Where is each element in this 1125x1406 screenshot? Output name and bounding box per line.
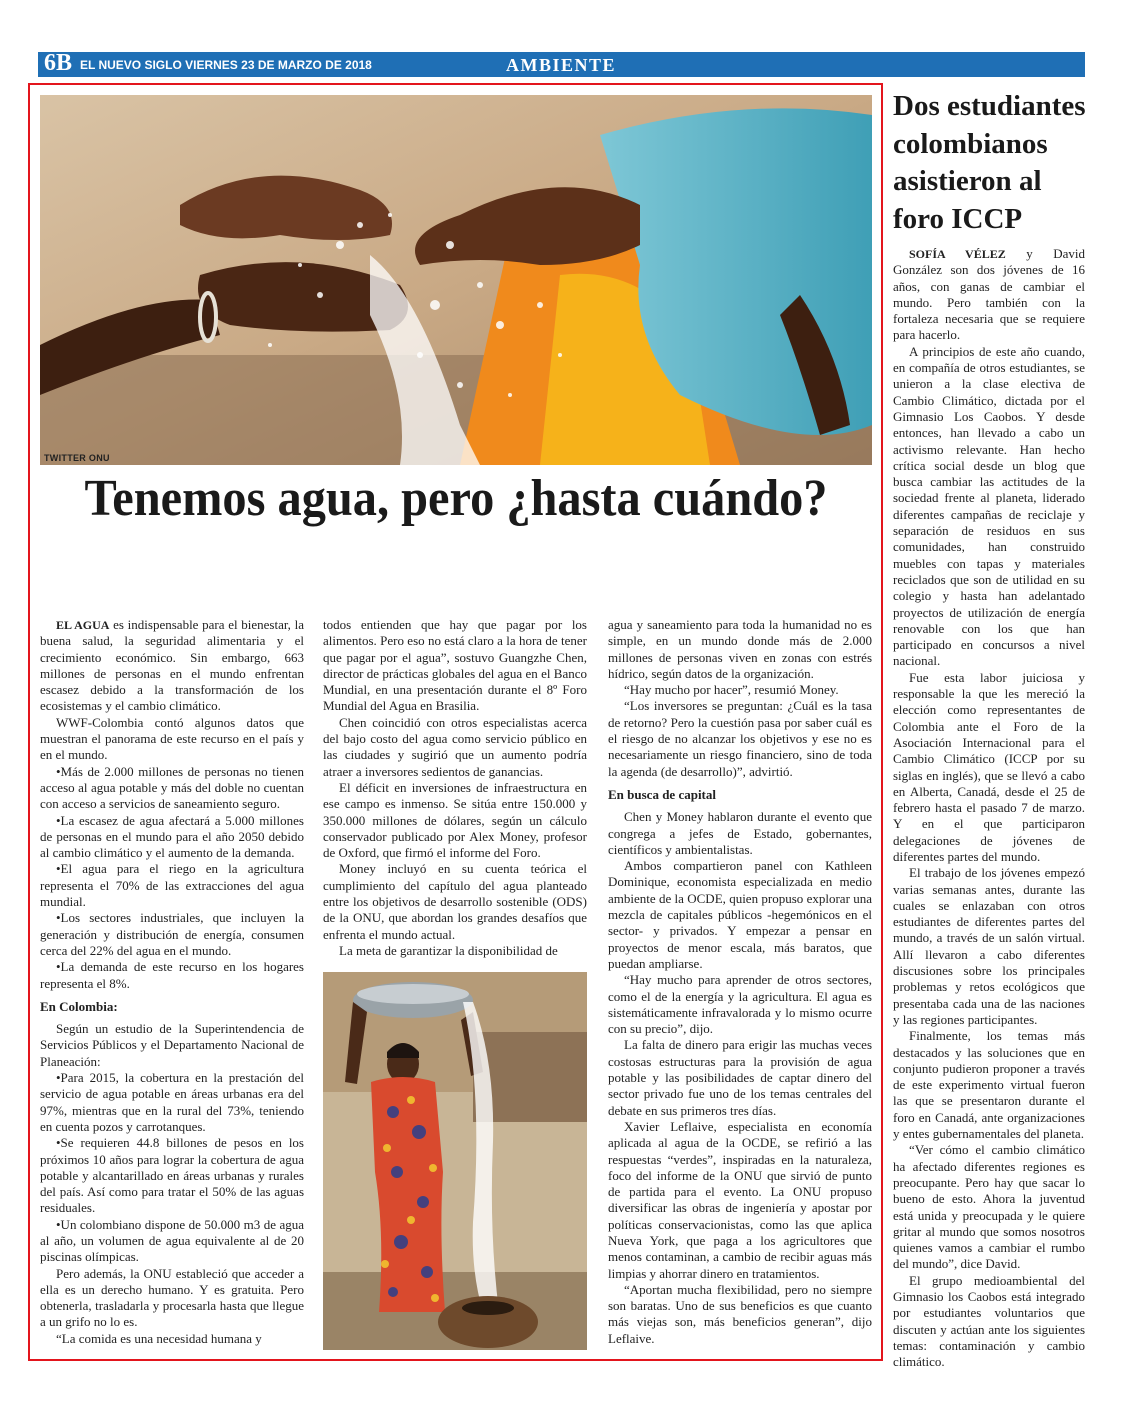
sidebar-paragraph: A principios de este año cuando, en compañía de otros estudiantes, se unieron a la clase electiva de Cambio Climático, dictada por el Gimnasio Los Caobos. Y desde entonces, han llevado a cabo un activismo relevante. Han hecho crítica social desde un blog que busca cambiar las actitudes de la sociedad frente al planeta, liderado diferentes campañas de reciclaje y separación de residuos en sus comunidades, han construido muebles con tapas y materiales reciclados que son de utilidad en su colegio y hasta han adelantado proyectos de utilización de energía renovable con los que han participado en concursos a nivel nacional.: [893, 343, 1085, 669]
article-headline: Tenemos agua, pero ¿hasta cuándo?: [84, 470, 828, 527]
article-paragraph: “Los inversores se preguntan: ¿Cuál es la tasa de retorno? Pero la cuestión pasa por saber cuál es el riesgo de no alcanzar los objetivos y ese no es necesariamente un riesgo financiero, sino de toda la agenda (de desarrollo)”, advirtió.: [608, 698, 872, 779]
article-column-1: [40, 617, 304, 1347]
article-paragraph: Pero además, la ONU estableció que acceder a ella es un derecho humano. Y es gratuita. Pero obtenerla, trasladarla y procesarla hasta que llegue a un grifo no lo es.: [40, 1265, 304, 1330]
article-bullet: •Los sectores industriales, que incluyen la generación y distribución de energía, consumen cerca del 22% del agua en el mundo.: [40, 910, 304, 958]
article-paragraph: Money incluyó en su cuenta teórica el cumplimiento del capítulo del agua planteado entre los objetivos de desarrollo sostenible (ODS) de la ONU, que abordan los grandes desafíos que enfrenta el mundo actual.: [323, 861, 587, 942]
sidebar-paragraph: El grupo medioambiental del Gimnasio los Caobos está integrado por estudiantes voluntarios que discuten y actúan ante los siguientes temas: contaminación y cambio climático.: [893, 1272, 1085, 1370]
sidebar-lead-name: SOFÍA VÉLEZ: [909, 247, 1006, 261]
article-bullet: •Un colombiano dispone de 50.000 m3 de agua al año, un volumen de agua equivalente al de 20 piscinas olímpicas.: [40, 1216, 304, 1265]
article-paragraph: Xavier Leflaive, especialista en economía aplicada al agua de la OCDE, se refirió a las respuestas “verdes”, inspiradas en la naturaleza, foco del informe de la ONU que sirvió de punto de partida para el evento. La ONU propuso diversificar las obras de ingeniería y apostar por políticas conservacionistas, como las que aplica Nueva York, que paga a los agricultores que menos contaminan, a cambio de recibir aguas más limpias y ahorrar dinero en tratamientos.: [608, 1118, 872, 1281]
article-paragraph: todos entienden que hay que pagar por los alimentos. Pero eso no está claro a la hora de tener que pagar por el agua”, sostuvo Guangzhe Chen, director de prácticas globales del agua en el Banco Mundial, en una presentación durante el 8º Foro Mundial del Agua en Brasilia.: [323, 617, 587, 714]
article-column-3: [608, 617, 872, 1347]
article-bullet: •Más de 2.000 millones de personas no tienen acceso al agua potable y más del doble no cuentan con acceso a servicios de saneamiento seguro.: [40, 763, 304, 812]
sidebar-paragraph: “Ver cómo el cambio climático ha afectado diferentes regiones es preocupante. Pero hay que sacar lo bueno de esto. Ahora la juventud está unida y preocupada y le quiere gritar al mundo que somos nosotros quienes vamos a cambiar el rumbo del mundo”, dice David.: [893, 1142, 1085, 1272]
article-paragraph: WWF-Colombia contó algunos datos que muestran el panorama de este recurso en el país y en el mundo.: [40, 714, 304, 763]
article-subhead: En Colombia:: [40, 998, 118, 1014]
article-paragraph: Ambos compartieron panel con Kathleen Dominique, economista especializada en medio ambiente de la OCDE, quien propuso explorar una mezcla de capitales públicos -hegemónicos en el sector- y privados. Y empezar a pensar en proyectos de menor escala, más baratos, que puedan ampliarse.: [608, 858, 872, 971]
article-subhead: En busca de capital: [608, 786, 716, 802]
hero-photo: [40, 95, 872, 465]
article-paragraph: La meta de garantizar la disponibilidad de: [339, 942, 558, 958]
sidebar-paragraph: Finalmente, los temas más destacados y las soluciones que en conjunto pudieron proponer a través de este experimento virtual fueron las que se presentaron durante el foro en Canadá, ante organizaciones y entes gubernamentales del planeta.: [893, 1028, 1085, 1142]
sidebar-paragraph: Fue esta labor juiciosa y responsable la que les mereció la elección como representantes de Colombia ante el Foro de la Asociación Internacional para el Cambio Climático (ICCP por su siglas en inglés), que se llevó a cabo en Alberta, Canadá, desde el 25 de febrero hasta el pasado 7 de marzo. Y en el que participaron delegaciones de jóvenes de diferentes partes del mundo.: [893, 669, 1085, 864]
sidebar-headline: Dos estudiantes colombianos asistieron al foro ICCP: [893, 90, 1086, 235]
article-paragraph: “Aportan mucha flexibilidad, pero no siempre son baratas. Uno de sus beneficios es que cuanto más viejas son, más beneficios generan”, dijo Leflaive.: [608, 1281, 872, 1346]
article-column-2: [323, 617, 587, 959]
section-label: AMBIENTE: [506, 55, 617, 75]
article-paragraph: La falta de dinero para erigir las muchas veces costosas estructuras para la provisión de agua potable y las posibilidades de captar dinero del sector privado fue uno de los temas centrales del debate en sus primeros tres días.: [608, 1037, 872, 1118]
page-number: 6B: [44, 50, 73, 76]
lead-word: EL AGUA: [56, 618, 110, 632]
article-bullet: •La demanda de este recurso en los hogares representa el 8%.: [40, 959, 304, 991]
article-bullet: •Se requieren 44.8 billones de pesos en los próximos 10 años para lograr la cobertura de agua potable y alcantarillado en áreas urbanas y rurales del país. Así como para tratar el 50% de las aguas residuales.: [40, 1135, 304, 1216]
article-paragraph: Chen coincidió con otros especialistas acerca del bajo costo del agua como servicio público en las ciudades y sugirió que un aumento podría atraer a inversores sedientos de ganancias.: [323, 714, 587, 779]
article-paragraph: El déficit en inversiones de infraestructura en ese campo es inmenso. Se sitúa entre 150.000 y 350.000 millones de dólares, según un cálculo conservador publicado por Alex Money, profesor de Oxford, que firmó el informe del Foro.: [323, 779, 587, 861]
photo-credit: TWITTER ONU: [44, 453, 110, 463]
article-paragraph: EL AGUA es indispensable para el bienestar, la buena salud, la seguridad alimentaria y el crecimiento económico. Sin embargo, 663 millones de personas en el mundo enfrentan escasez debido a la transformación de los ecosistemas y el cambio climático.: [40, 617, 304, 714]
article-paragraph: Chen y Money hablaron durante el evento que congrega a jefes de Estado, gobernantes, científicos y ambientalistas.: [608, 809, 872, 857]
sidebar-paragraph: SOFÍA VÉLEZ y David González son dos jóvenes de 16 años, con ganas de cambiar el mundo. Pero también con la fortaleza necesaria que se requiere para hacerlo.: [893, 246, 1085, 343]
article-bullet: •Para 2015, la cobertura en la prestación del servicio de agua potable en áreas urbanas era del 97%, mientras que en la rural del 73%, teniendo en cuenta pozos y carrotanques.: [40, 1070, 304, 1134]
inset-photo: [323, 972, 587, 1350]
publication-date-line: EL NUEVO SIGLO VIERNES 23 DE MARZO DE 2018: [80, 58, 372, 72]
article-paragraph: agua y saneamiento para toda la humanidad no es simple, en un mundo donde más de 2.000 millones de personas viven en zonas con estrés hídrico, según datos de la organización.: [608, 617, 872, 681]
article-paragraph: Según un estudio de la Superintendencia de Servicios Públicos y el Departamento Nacional de Planeación:: [40, 1021, 304, 1069]
sidebar-column: [893, 246, 1085, 1370]
article-bullet: •El agua para el riego en la agricultura representa el 70% de las extracciones del agua mundial.: [40, 861, 304, 910]
article-paragraph: “Hay mucho para aprender de otros sectores, como el de la energía y la agricultura. El agua es sistemáticamente infravalorada y lo mismo ocurre con su precio”, dijo.: [608, 972, 872, 1037]
sidebar-paragraph: El trabajo de los jóvenes empezó varias semanas antes, durante las cuales se enlazaban con otros estudiantes de diferentes partes del mundo, a través de un salón virtual. Allí llevaron a cabo diferentes discusiones sobre los principales problemas y retos ecológicos que presentaba cada una de las naciones y las regiones participantes.: [893, 865, 1085, 1027]
article-paragraph: “Hay mucho por hacer”, resumió Money.: [624, 682, 839, 698]
article-bullet: •La escasez de agua afectará a 5.000 millones de personas en el mundo para el año 2050 debido al cambio climático y el aumento de la demanda.: [40, 812, 304, 861]
article-paragraph: “La comida es una necesidad humana y: [56, 1330, 262, 1346]
